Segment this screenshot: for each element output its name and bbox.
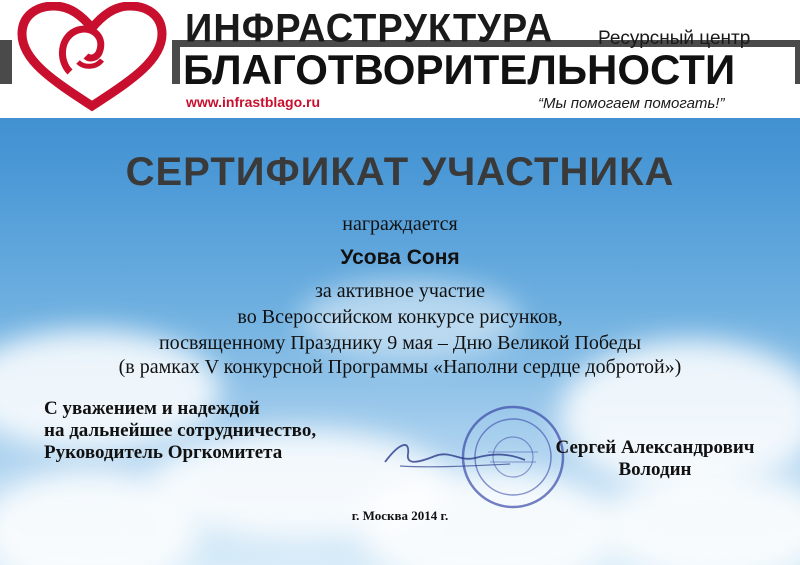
closing-line: С уважением и надеждой: [44, 398, 260, 419]
signer-position: Руководитель Оргкомитета: [44, 442, 283, 463]
signer-surname: Володин: [618, 459, 692, 480]
recipient-name: Усова Соня: [340, 246, 460, 269]
header-banner: [0, 0, 800, 118]
brand-title-line2: БЛАГОТВОРИТЕЛЬНОСТИ: [183, 46, 736, 93]
award-text-line: (в рамках V конкурсной Программы «Наполни сердце добротой»): [118, 356, 682, 378]
handwritten-signature-icon: [380, 432, 530, 477]
website-link[interactable]: www.infrastblago.ru: [186, 94, 321, 110]
awarded-label: награждается: [342, 213, 458, 235]
brand-title-line1: ИНФРАСТРУКТУРА: [185, 6, 554, 52]
heart-logo-icon: [12, 2, 172, 112]
city-year: г. Москва 2014 г.: [351, 508, 449, 523]
signer-name-block: [520, 437, 790, 481]
closing-line: на дальнейшее сотрудничество,: [44, 420, 317, 441]
certificate-title: СЕРТИФИКАТ УЧАСТНИКА: [125, 150, 675, 194]
signer-first-names: Сергей Александрович: [555, 437, 755, 458]
award-text-line: во Всероссийском конкурсе рисунков,: [237, 306, 563, 328]
brand-subtitle: Ресурсный центр: [598, 28, 751, 49]
award-text-line: посвященному Празднику 9 мая – Дню Великой Победы: [158, 332, 642, 354]
slogan: “Мы помогаем помогать!”: [538, 95, 725, 112]
signature-left-block: [44, 398, 316, 464]
award-text-line: за активное участие: [315, 280, 485, 302]
